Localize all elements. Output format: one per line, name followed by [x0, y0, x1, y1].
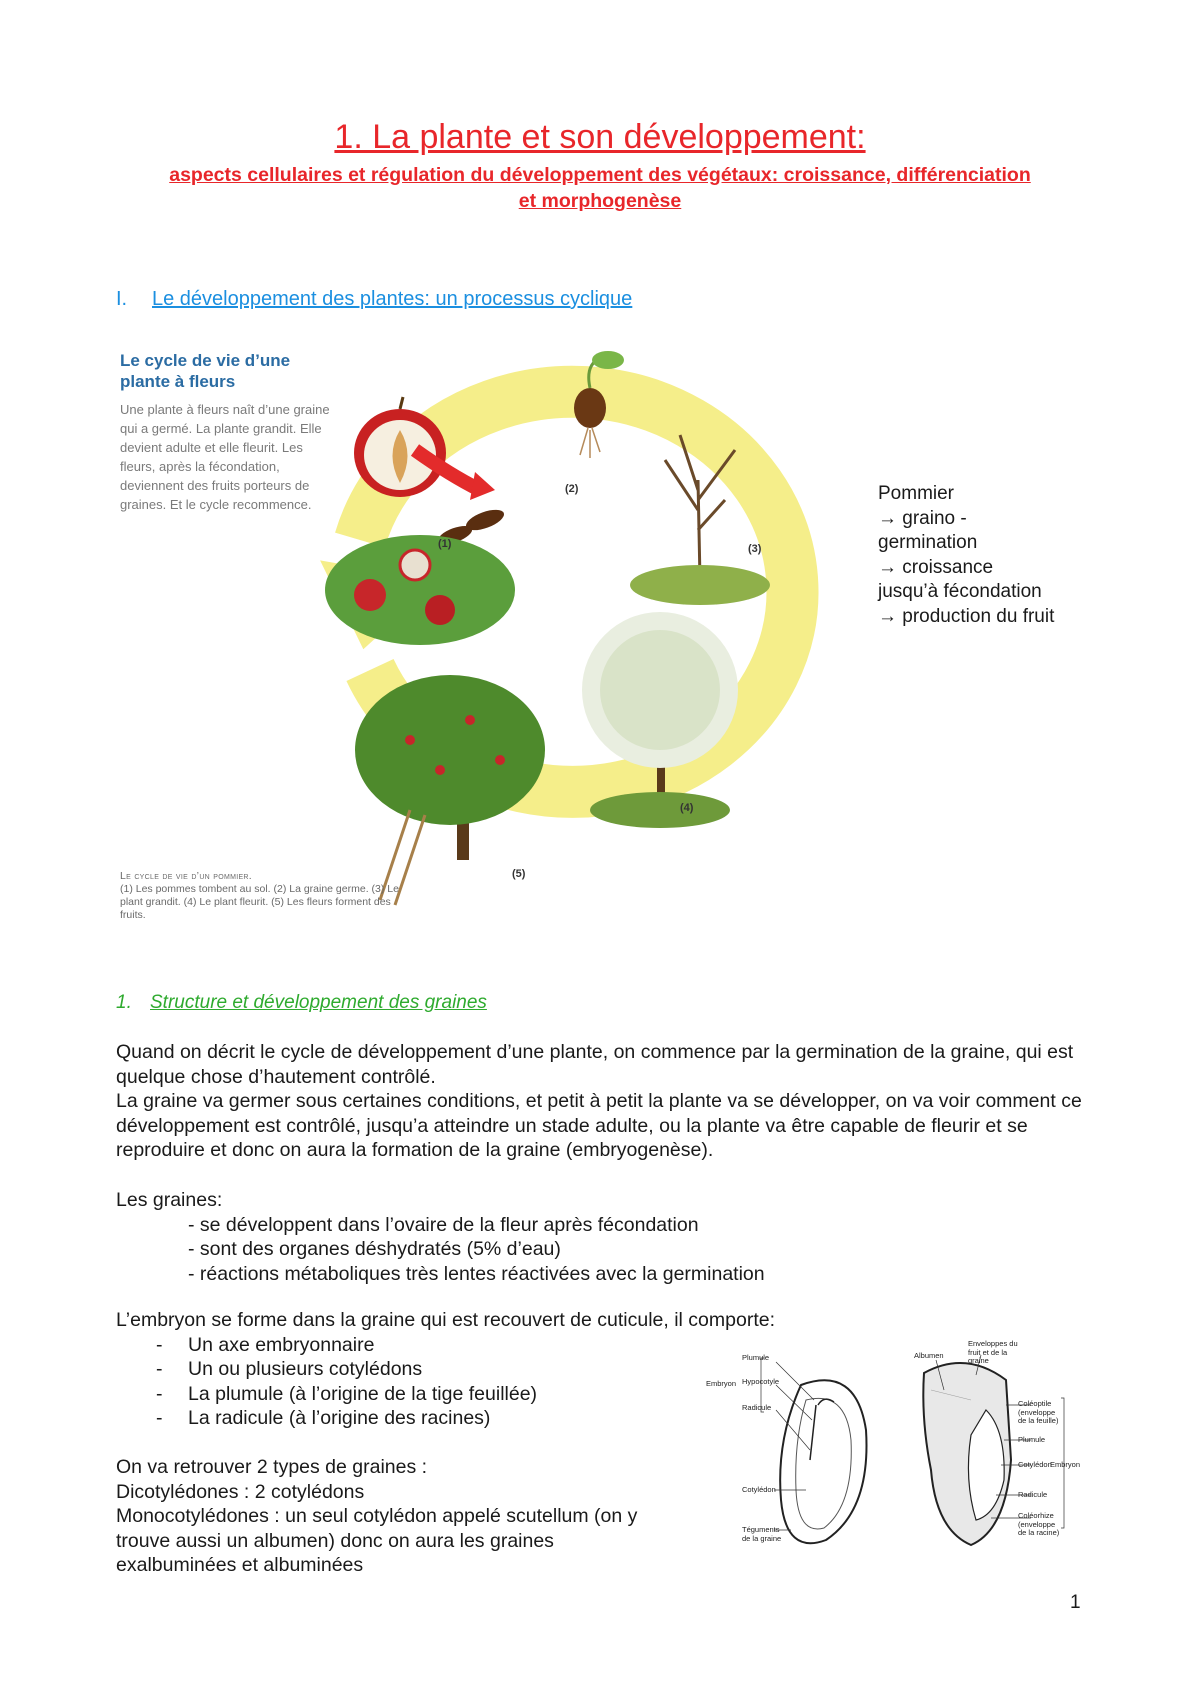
label-coleorhize: Coléorhize (enveloppe de la racine): [1018, 1511, 1060, 1537]
label-hypocotyle: Hypocotyle: [742, 1377, 780, 1386]
seed-types-paragraph: On va retrouver 2 types de graines : Dicotylédones : 2 cotylédons Monocotylédones : un seul cotylédon appelé scutellum (on y trouve aussi un albumen) donc on aura les graines exalbuminées et albuminées: [116, 1456, 638, 1576]
side-note: Pommier → graino - germination → croissance jusqu’à fécondation → production du fruit: [878, 483, 1055, 627]
subsection-title: Structure et développement des graines: [150, 992, 487, 1013]
graines-list: Les graines: - se développent dans l’ovaire de la fleur après fécondation - sont des organes déshydratés (5% d’eau) - réactions métaboliques très lentes réactivées avec la germination: [116, 1189, 765, 1285]
list-item: - Un axe embryonnaire: [116, 1333, 775, 1358]
list-item: - se développent dans l’ovaire de la fleur après fécondation: [188, 1213, 699, 1236]
label-radicule-2: Radicule: [1018, 1490, 1048, 1499]
label-albumen: Albumen: [914, 1351, 944, 1360]
figure-intro: Une plante à fleurs naît d’une graine qui a germé. La plante grandit. Elle devient adulte et elle fleurit. Les fleurs, après la fécondation, deviennent des fruits porteurs de graines. Et le cycle recommence.: [120, 402, 330, 512]
subsection-number: 1.: [116, 992, 132, 1013]
page-number: 1: [1070, 1592, 1081, 1613]
list-item: - réactions métaboliques très lentes réactivées avec la germination: [188, 1262, 765, 1285]
section-number: I.: [116, 288, 128, 310]
label-embryon: Embryon: [706, 1379, 737, 1388]
figure-title: Le cycle de vie d’une plante à fleurs: [120, 351, 291, 391]
stage-label-4: (4): [680, 802, 694, 814]
section-title: Le développement des plantes: un processus cyclique: [152, 288, 633, 310]
label-teguments: Téguments de la graine: [742, 1525, 782, 1543]
label-cotyledon-2: Cotylédon: [1018, 1460, 1052, 1469]
subsection-heading: [116, 992, 487, 1014]
list-item: - Un ou plusieurs cotylédons: [116, 1357, 775, 1382]
list-item: - La radicule (à l’origine des racines): [116, 1406, 775, 1431]
list-item: - sont des organes déshydratés (5% d’eau): [188, 1238, 561, 1260]
stage-label-3: (3): [748, 543, 762, 555]
seed-structure-diagram: [706, 1340, 1086, 1580]
label-embryon-2: Embryon: [1050, 1460, 1081, 1469]
label-plumule: Plumule: [742, 1353, 770, 1362]
stage-label-1: (1): [438, 538, 452, 550]
embryon-list: L’embryon se forme dans la graine qui est recouvert de cuticule, il comporte: - Un axe embryonnaire - Un ou plusieurs cotylédons - La plumule (à l’origine de la tige feuillée) - La radicule (à l’origine des racines): [116, 1308, 775, 1431]
label-radicule: Radicule: [742, 1403, 772, 1412]
list-item: - La plumule (à l’origine de la tige feuillée): [116, 1382, 775, 1407]
page-title: 1. La plante et son développement:: [334, 118, 866, 156]
page-subtitle: aspects cellulaires et régulation du développement des végétaux: croissance, différenciation et morphogenèse: [169, 164, 1031, 212]
stage-label-5: (5): [512, 868, 526, 880]
section-heading-1: [116, 288, 632, 311]
intro-paragraph: Quand on décrit le cycle de développement d’une plante, on commence par la germination de la graine, qui est quelque chose d’hautement contrôlé. La graine va germer sous certaines conditions, et petit à petit la plante va se développer, on va voir comment ce développement est contrôlé, jusqu’a atteindre un stade adulte, ou la plante va être capable de fleurir et se reproduire et donc on aura la formation de la graine (embryogenèse).: [116, 1041, 1082, 1161]
figure-caption: Le cycle de vie d’un pommier. (1) Les pommes tombent au sol. (2) La graine germe. (3) Le plant grandit. (4) Le plant fleurit. (5) Les fleurs forment des fruits.: [120, 870, 399, 921]
label-enveloppes: Enveloppes du fruit et de la graine: [968, 1339, 1018, 1365]
label-coleoptile: Coléoptile (enveloppe de la feuille): [1018, 1399, 1059, 1425]
life-cycle-figure: [110, 340, 850, 940]
label-plumule-2: Plumule: [1018, 1435, 1046, 1444]
stage-label-2: (2): [565, 483, 579, 495]
label-cotyledon: Cotylédon: [742, 1485, 776, 1494]
